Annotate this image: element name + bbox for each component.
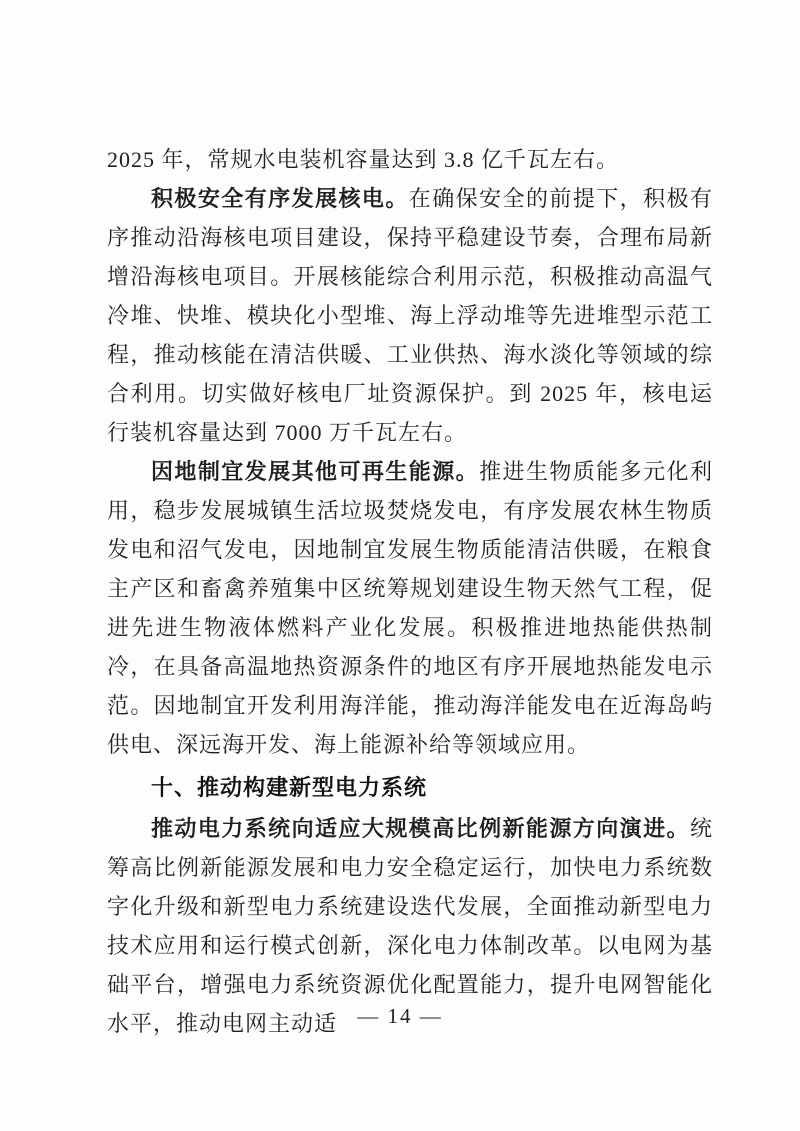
paragraph-lead-bold: 因地制宜发展其他可再生能源。	[151, 459, 480, 484]
paragraph-text: 推进生物质能多元化利用，稳步发展城镇生活垃圾焚烧发电，有序发展农林生物质发电和沼气发电，因地制宜发展生物质能清洁供暖，在粮食主产区和畜禽养殖集中区统筹规划建设生物天然气工程，促进先进生物液体燃料产业化发展。积极推进地热能供热制冷，在具备高温地热资源条件的地区有序开展地热能发电示范。因地制宜开发利用海洋能，推动海洋能发电在近海岛屿供电、深远海开发、海上能源补给等领域应用。	[107, 459, 713, 757]
paragraph-lead-bold: 推动电力系统向适应大规模高比例新能源方向演进。	[151, 816, 690, 841]
document-body	[107, 140, 713, 1043]
paragraph-text: 2025 年，常规水电装机容量达到 3.8 亿千瓦左右。	[107, 147, 620, 172]
paragraph-text: 统筹高比例新能源发展和电力安全稳定运行，加快电力系统数字化升级和新型电力系统建设迭代发展，全面推动新型电力技术应用和运行模式创新，深化电力体制改革。以电网为基础平台，增强电力系统资源优化配置能力，提升电网智能化水平，推动电网主动适	[107, 816, 713, 1036]
paragraph-continuation	[107, 140, 713, 179]
paragraph-other-renewables	[107, 452, 713, 764]
paragraph-nuclear-power	[107, 179, 713, 452]
paragraph-lead-bold: 积极安全有序发展核电。	[151, 186, 409, 211]
page-number: — 14 —	[357, 1004, 443, 1028]
section-heading-ten: 十、推动构建新型电力系统	[151, 775, 428, 800]
paragraph-text: 在确保安全的前提下，积极有序推动沿海核电项目建设，保持平稳建设节奏，合理布局新增沿海核电项目。开展核能综合利用示范，积极推动高温气冷堆、快堆、模块化小型堆、海上浮动堆等先进堆型示范工程，推动核能在清洁供暖、工业供热、海水淡化等领域的综合利用。切实做好核电厂址资源保护。到 2025 年，核电运行装机容量达到 7000 万千瓦左右。	[107, 186, 713, 445]
